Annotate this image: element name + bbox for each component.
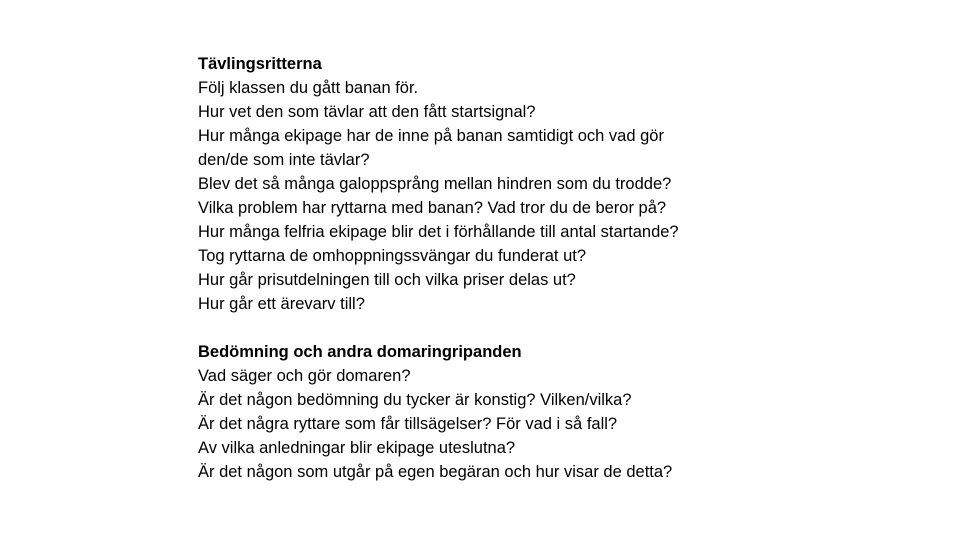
question-line: Blev det så många galoppsprång mellan hindren som du trodde? xyxy=(198,175,672,193)
question-line: Tog ryttarna de omhoppningssvängar du funderat ut? xyxy=(198,247,587,265)
section-heading-tavlingsritterna: Tävlingsritterna xyxy=(198,55,322,73)
section-spacer xyxy=(198,316,918,340)
question-line: Hur många ekipage har de inne på banan samtidigt och vad gör xyxy=(198,127,664,145)
question-line: Är det någon som utgår på egen begäran och hur visar de detta? xyxy=(198,463,673,481)
question-line: Hur går prisutdelningen till och vilka priser delas ut? xyxy=(198,271,576,289)
question-line: Vilka problem har ryttarna med banan? Vad tror du de beror på? xyxy=(198,199,667,217)
question-line: Av vilka anledningar blir ekipage uteslutna? xyxy=(198,439,516,457)
question-line: den/de som inte tävlar? xyxy=(198,151,370,169)
section-heading-bedomning: Bedömning och andra domaringripanden xyxy=(198,343,522,361)
slide-content xyxy=(198,52,918,484)
question-line: Är det några ryttare som får tillsägelser? För vad i så fall? xyxy=(198,415,618,433)
question-line: Vad säger och gör domaren? xyxy=(198,367,411,385)
question-line: Hur många felfria ekipage blir det i förhållande till antal startande? xyxy=(198,223,679,241)
question-line: Är det någon bedömning du tycker är konstig? Vilken/vilka? xyxy=(198,391,632,409)
question-line: Hur vet den som tävlar att den fått startsignal? xyxy=(198,103,536,121)
question-line: Följ klassen du gått banan för. xyxy=(198,79,419,97)
question-line: Hur går ett ärevarv till? xyxy=(198,295,365,313)
